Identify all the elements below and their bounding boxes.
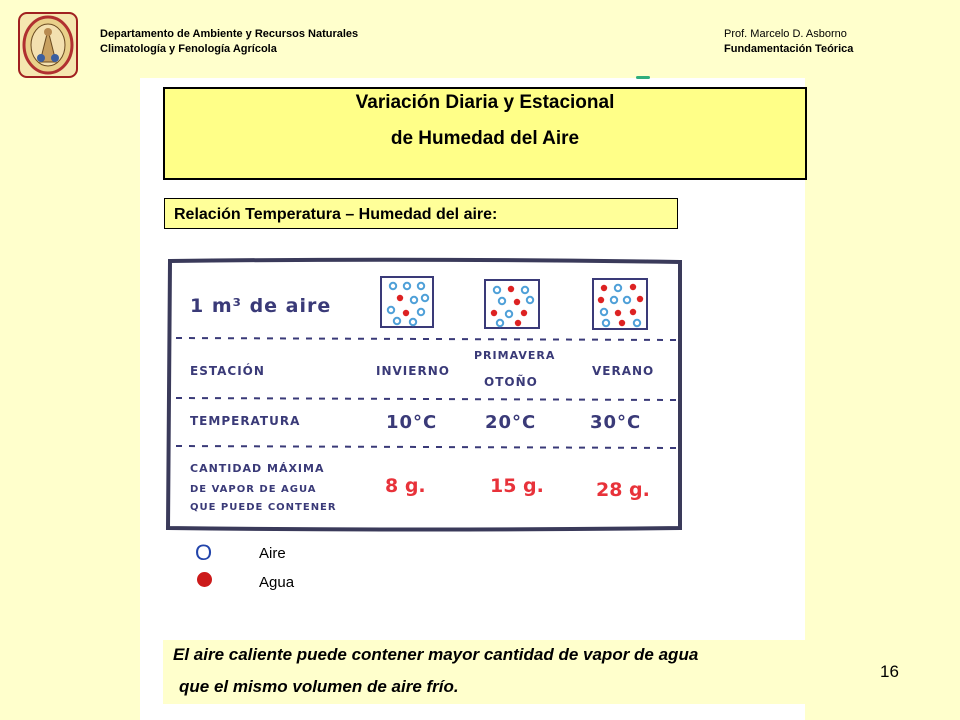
legend-water-label: Agua bbox=[259, 574, 295, 591]
row-label-capacity-3: QUE PUEDE CONTENER bbox=[190, 502, 337, 513]
air-box-invierno bbox=[381, 277, 433, 327]
university-seal-logo bbox=[18, 12, 78, 78]
title-line-1: Variación Diaria y Estacional bbox=[355, 92, 615, 113]
page-number: 16 bbox=[880, 662, 899, 681]
season-invierno: INVIERNO bbox=[376, 364, 450, 378]
air-symbol: O bbox=[195, 540, 213, 565]
season-verano: VERANO bbox=[592, 364, 655, 378]
temperature-invierno: 10°C bbox=[386, 412, 438, 433]
note-line-2: que el mismo volumen de aire frío. bbox=[179, 677, 459, 696]
row-divider bbox=[176, 446, 678, 448]
air-box-primavera bbox=[485, 280, 539, 328]
section-name: Fundamentación Teórica bbox=[724, 43, 854, 55]
hand-drawn-table bbox=[140, 240, 700, 540]
subtitle: Relación Temperatura – Humedad del aire: bbox=[174, 206, 498, 223]
temperature-primavera: 20°C bbox=[485, 412, 537, 433]
header-department bbox=[100, 27, 358, 57]
capacity-invierno: 8 g. bbox=[385, 475, 426, 497]
temperature-verano: 30°C bbox=[590, 412, 642, 433]
row-divider bbox=[176, 398, 678, 400]
header-author bbox=[724, 27, 853, 57]
row-label-temperature: TEMPERATURA bbox=[190, 414, 301, 428]
department-name: Departamento de Ambiente y Recursos Naturales bbox=[100, 28, 359, 40]
row-label-capacity-2: DE VAPOR DE AGUA bbox=[190, 484, 317, 495]
capacity-primavera: 15 g. bbox=[490, 475, 544, 497]
professor-name: Prof. Marcelo D. Asborno bbox=[724, 28, 847, 40]
row-divider bbox=[176, 338, 678, 340]
capacity-verano: 28 g. bbox=[596, 479, 650, 501]
title-box bbox=[163, 87, 807, 180]
course-name: Climatología y Fenología Agrícola bbox=[100, 43, 277, 55]
air-box-verano bbox=[593, 279, 647, 329]
note-line-1: El aire caliente puede contener mayor cantidad de vapor de agua bbox=[173, 645, 699, 664]
water-dot-icon bbox=[197, 572, 212, 587]
legend-air-label: Aire bbox=[259, 545, 286, 562]
sheet-mark bbox=[636, 76, 650, 79]
season-otono: OTOÑO bbox=[484, 375, 538, 389]
season-primavera: PRIMAVERA bbox=[474, 349, 556, 362]
row-label-capacity-1: CANTIDAD MÁXIMA bbox=[190, 462, 325, 475]
conclusion-note bbox=[163, 640, 805, 704]
subtitle-box bbox=[164, 198, 678, 229]
row-label-season: ESTACIÓN bbox=[190, 364, 265, 378]
row-label-volume: 1 m³ de aire bbox=[190, 295, 332, 317]
title-line-2: de Humedad del Aire bbox=[390, 128, 580, 149]
